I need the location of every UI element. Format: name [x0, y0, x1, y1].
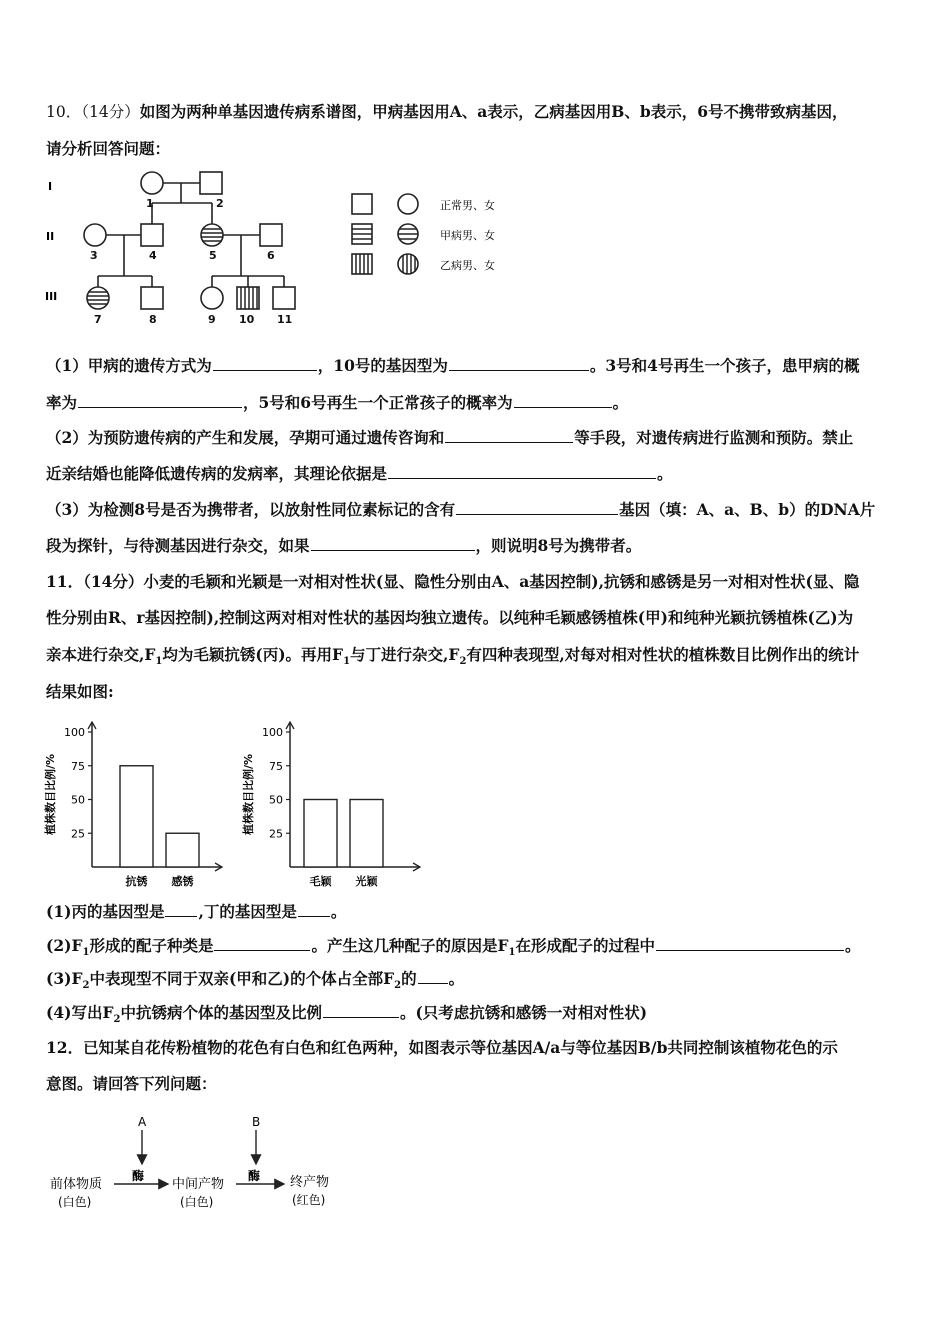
q11-part1: (1)丙的基因型是 ,丁的基因型是 。 — [46, 902, 347, 921]
answer-blank[interactable] — [449, 355, 589, 371]
pedigree-individual-1 — [141, 172, 163, 194]
end-product-label: 终产物 — [290, 1175, 330, 1190]
answer-blank[interactable] — [323, 1002, 399, 1018]
gen-label-III: III — [45, 290, 58, 303]
bar — [304, 800, 337, 868]
q11-part4: (4)写出$F_2$中抗锈病个体的基因型及比例 。(只考虑抗锈和感锈一对相对性状) — [46, 1003, 648, 1026]
q12-stem-line1: 12．已知某自花传粉植物的花色有白色和红色两种，如图表示等位基因A/a与等位基因B/b共同控制该植物花色的示 — [46, 1038, 838, 1057]
answer-blank[interactable] — [213, 355, 317, 371]
pedigree-individual-8 — [141, 287, 163, 309]
intermediate-label: 中间产物 — [172, 1177, 225, 1192]
pedigree-individual-4 — [141, 224, 163, 246]
answer-blank[interactable] — [214, 935, 310, 951]
y-axis-label: 植株数目比例/% — [44, 753, 57, 836]
bar-chart-rust-resistance — [40, 712, 240, 892]
precursor-color: (白色) — [58, 1195, 92, 1209]
id-label-7: 7 — [94, 313, 102, 326]
q10-stem-2: 请分析回答问题： — [46, 139, 171, 158]
id-label-4: 4 — [149, 249, 157, 262]
answer-blank[interactable] — [311, 535, 475, 551]
q10-part3-line1: （3）为检测8号是否为携带者，以放射性同位素标记的含有 基因（填：A、a、B、b）的DNA片 — [46, 500, 876, 519]
x-category-label: 光颖 — [355, 875, 378, 888]
y-tick-label: 75 — [269, 759, 283, 773]
answer-blank[interactable] — [388, 463, 656, 479]
id-label-1: 1 — [146, 197, 154, 210]
pedigree-individual-11 — [273, 287, 295, 309]
answer-blank[interactable] — [656, 935, 844, 951]
id-label-10: 10 — [239, 313, 255, 326]
answer-blank[interactable] — [456, 499, 618, 515]
legend-disease-yi: 乙病男、女 — [440, 259, 495, 272]
answer-blank[interactable] — [165, 901, 197, 917]
gene-a-label: A — [138, 1115, 147, 1129]
pedigree-individual-7 — [87, 287, 109, 309]
y-tick-label: 50 — [269, 793, 283, 807]
q11-stem-line3: 亲本进行杂交$,F_1$均为毛颖抗锈(丙)。再用$F_1$与丁进行杂交$,F_2$有四种表现型,对每对相对性状的植株数目比例作出的统计 — [46, 645, 860, 668]
flower-color-pathway — [44, 1108, 364, 1216]
bar — [350, 800, 383, 868]
enzyme-a-label: 酶 — [132, 1169, 145, 1183]
q10-part2-line1: （2）为预防遗传病的产生和发展，孕期可通过遗传咨询和 等手段，对遗传病进行监测和预防。禁止 — [46, 428, 854, 447]
q10-part3-line2: 段为探针，与待测基因进行杂交，如果 ，则说明8号为携带者。 — [46, 536, 642, 555]
y-tick-label: 75 — [71, 759, 85, 773]
x-category-label: 毛颖 — [309, 875, 332, 888]
precursor-label: 前体物质 — [50, 1177, 103, 1192]
q11-part2: $(2)F_1$形成的配子种类是 。产生这几种配子的原因是$F_1$在形成配子的过程中 。 — [46, 936, 861, 959]
legend-normal: 正常男、女 — [440, 199, 495, 212]
bar-chart-glume-hair — [238, 712, 438, 892]
q11-stem-line2: 性分别由R、r基因控制),控制这两对相对性状的基因均独立遗传。以纯种毛颖感锈植株(甲)和纯种光颖抗锈植株(乙)为 — [46, 608, 854, 627]
id-label-2: 2 — [216, 197, 224, 210]
answer-blank[interactable] — [445, 427, 573, 443]
pedigree-chart — [40, 168, 520, 328]
q10-part2-line2: 近亲结婚也能降低遗传病的发病率，其理论依据是 。 — [46, 464, 673, 483]
bar — [166, 833, 199, 867]
id-label-9: 9 — [208, 313, 216, 326]
gene-b-label: B — [252, 1115, 261, 1129]
q11-stem-line4: 结果如图: — [46, 682, 114, 701]
pedigree-individual-5 — [201, 224, 223, 246]
answer-blank[interactable] — [78, 392, 242, 408]
x-category-label: 感锈 — [171, 875, 194, 888]
y-tick-label: 25 — [71, 827, 85, 841]
answer-blank[interactable] — [514, 392, 612, 408]
pedigree-individual-10 — [237, 287, 259, 309]
y-tick-label: 100 — [262, 726, 283, 739]
end-product-color: (红色) — [292, 1193, 326, 1207]
pedigree-individual-3 — [84, 224, 106, 246]
q10-stem-1: 如图为两种单基因遗传病系谱图，甲病基因用A、a表示，乙病基因用B、b表示，6号不携带致病基因， — [139, 102, 848, 121]
q10-part1-line2: 率为 ，5号和6号再生一个正常孩子的概率为 。 — [46, 393, 629, 412]
q11-stem-line1: 11．（14分）小麦的毛颖和光颖是一对相对性状(显、隐性分别由A、a基因控制),抗锈和感锈是另一对相对性状(显、隐 — [46, 572, 860, 591]
y-tick-label: 100 — [64, 726, 85, 739]
y-axis-label: 植株数目比例/% — [242, 753, 255, 836]
id-label-6: 6 — [267, 249, 275, 262]
pedigree-individual-6 — [260, 224, 282, 246]
gen-label-I: I — [48, 180, 53, 193]
id-label-8: 8 — [149, 313, 157, 326]
legend-disease-jia: 甲病男、女 — [440, 229, 495, 242]
q10-part1-line1: （1）甲病的遗传方式为 ，10号的基因型为 。3号和4号再生一个孩子，患甲病的概 — [46, 356, 860, 375]
intermediate-color: (白色) — [180, 1195, 214, 1209]
answer-blank[interactable] — [418, 968, 448, 984]
enzyme-b-label: 酶 — [248, 1169, 261, 1183]
q10-header-line1 — [46, 101, 908, 123]
id-label-3: 3 — [90, 249, 98, 262]
q12-stem-line2: 意图。请回答下列问题： — [46, 1074, 217, 1093]
y-tick-label: 25 — [269, 827, 283, 841]
x-category-label: 抗锈 — [125, 875, 148, 888]
q11-part3: $(3)F_2$中表现型不同于双亲(甲和乙)的个体占全部$F_2$的 。 — [46, 969, 465, 992]
id-label-11: 11 — [277, 313, 293, 326]
q10-number: 10．（14分） — [46, 103, 140, 121]
y-tick-label: 50 — [71, 793, 85, 807]
pedigree-individual-2 — [200, 172, 222, 194]
id-label-5: 5 — [209, 249, 217, 262]
bar — [120, 766, 153, 867]
pedigree-legend — [352, 194, 495, 274]
pedigree-individual-9 — [201, 287, 223, 309]
answer-blank[interactable] — [298, 901, 330, 917]
gen-label-II: II — [46, 230, 55, 243]
